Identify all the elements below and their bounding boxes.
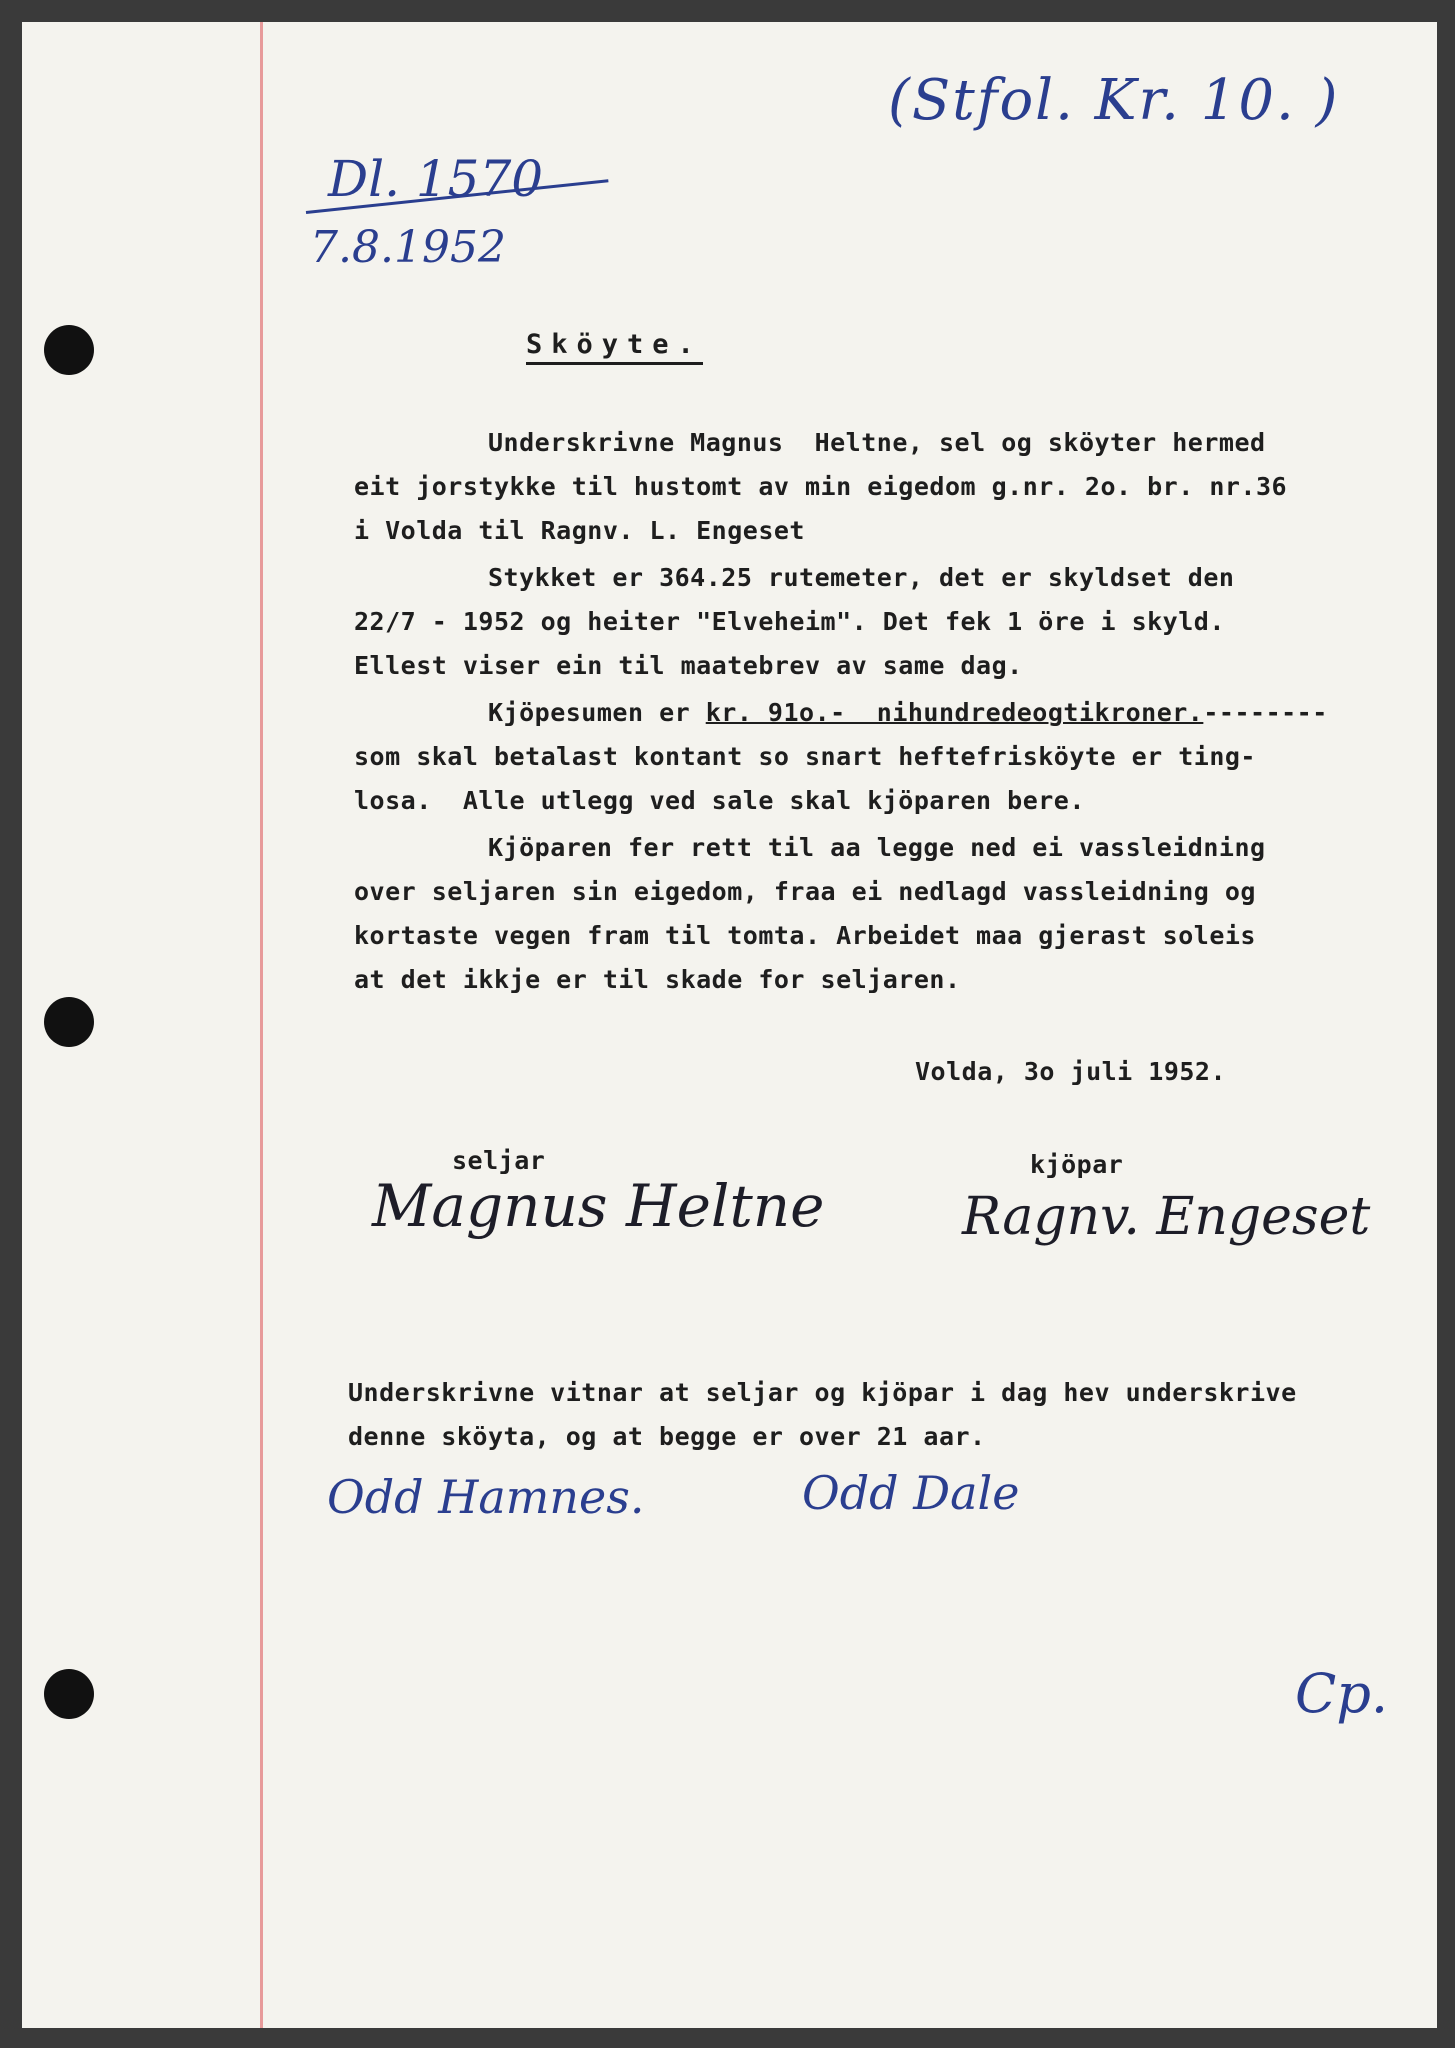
witness-signature-1: Odd Hamnes. — [327, 1470, 645, 1524]
clerk-initials: Cp. — [1295, 1662, 1389, 1725]
body-line: Ellest viser ein til maatebrev av same dag. — [354, 651, 1023, 680]
body-line: i Volda til Ragnv. L. Engeset — [354, 516, 805, 545]
price-intro: Kjöpesumen er — [488, 698, 706, 727]
punch-hole — [44, 325, 94, 375]
archive-reference: (Stfol. Kr. 10. ) — [888, 68, 1340, 133]
body-line: kortaste vegen fram til tomta. Arbeidet maa gjerast soleis — [354, 921, 1256, 950]
price-line — [488, 698, 1328, 727]
seller-label: seljar — [452, 1146, 546, 1175]
price-amount: kr. 91o.- nihundredeogtikroner. — [705, 698, 1204, 727]
witness-line: denne sköyta, og at begge er over 21 aar. — [348, 1422, 986, 1451]
body-line: Underskrivne Magnus Heltne, sel og sköyter hermed — [488, 428, 1266, 457]
body-line: losa. Alle utlegg ved sale skal kjöparen bere. — [354, 786, 1085, 815]
buyer-label: kjöpar — [1030, 1150, 1124, 1179]
body-line: 22/7 - 1952 og heiter "Elveheim". Det fek 1 öre i skyld. — [354, 607, 1225, 636]
registration-date: 7.8.1952 — [310, 222, 506, 273]
red-margin-line — [260, 22, 263, 2028]
body-line: eit jorstykke til hustomt av min eigedom g.nr. 2o. br. nr.36 — [354, 472, 1288, 501]
punch-hole — [44, 997, 94, 1047]
body-line: Stykket er 364.25 rutemeter, det er skyldset den — [488, 563, 1235, 592]
body-line: at det ikkje er til skade for seljaren. — [354, 965, 961, 994]
buyer-signature: Ragnv. Engeset — [962, 1187, 1371, 1247]
document-title: Sköyte. — [526, 329, 703, 365]
price-dashes: -------- — [1203, 698, 1328, 727]
document-number: Dl. 1570 — [328, 150, 544, 208]
body-line: over seljaren sin eigedom, fraa ei nedlagd vassleidning og — [354, 877, 1256, 906]
document-page — [22, 22, 1437, 2028]
body-line: som skal betalast kontant so snart heftefrisköyte er ting- — [354, 742, 1256, 771]
witness-signature-2: Odd Dale — [802, 1466, 1020, 1520]
seller-signature: Magnus Heltne — [372, 1172, 825, 1240]
body-line: Kjöparen fer rett til aa legge ned ei vassleidning — [488, 833, 1266, 862]
place-date: Volda, 3o juli 1952. — [915, 1057, 1227, 1086]
witness-line: Underskrivne vitnar at seljar og kjöpar i dag hev underskrive — [348, 1378, 1297, 1407]
punch-hole — [44, 1669, 94, 1719]
